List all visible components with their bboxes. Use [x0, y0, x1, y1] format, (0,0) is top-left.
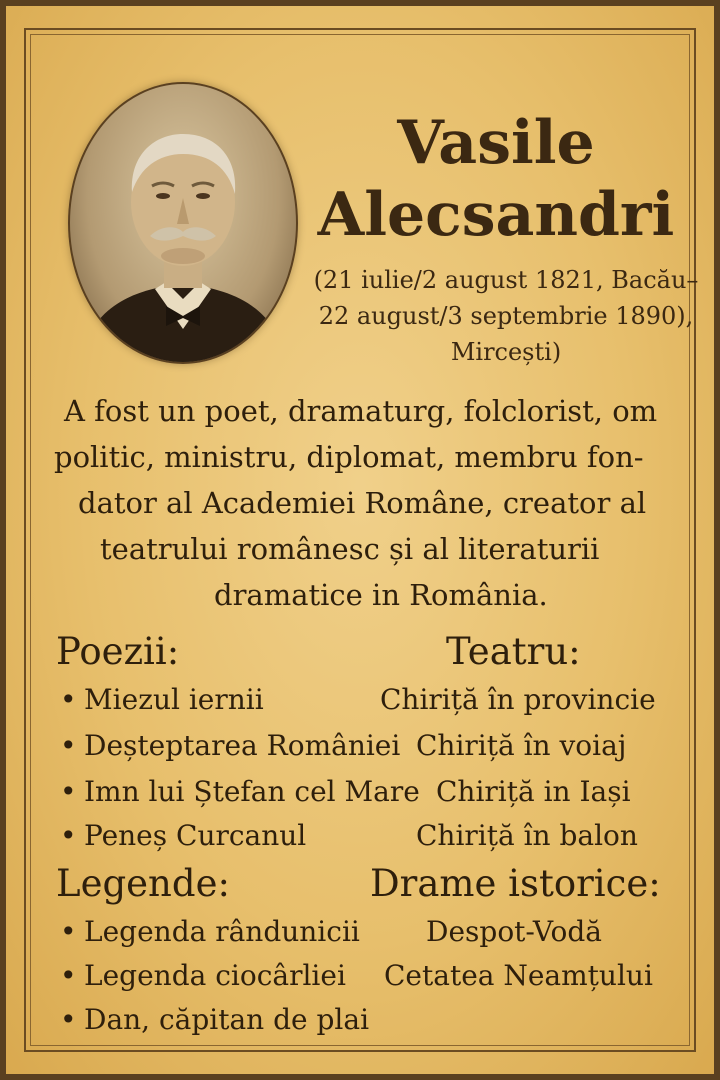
poezii-heading: Poezii:: [56, 630, 180, 673]
drame-item: Despot-Vodă: [426, 915, 602, 948]
portrait-image: [68, 82, 298, 364]
poezii-item: [60, 816, 306, 856]
dates-line: 22 august/3 septembrie 1890),: [318, 302, 694, 330]
teatru-item: Chiriță în balon: [416, 819, 638, 852]
legende-item: [60, 956, 346, 996]
biography-line: dator al Academiei Române, creator al: [78, 486, 647, 520]
dates-line: Mircești): [450, 338, 562, 366]
poet-last-name: Alecsandri: [317, 180, 675, 250]
poezii-item-label: Imn lui Ștefan cel Mare: [84, 775, 420, 808]
bullet: •: [60, 775, 77, 808]
poezii-item: [60, 680, 264, 720]
legende-item: [60, 912, 360, 952]
legende-item-label: Legenda rândunicii: [84, 915, 360, 948]
life-dates: [306, 262, 706, 370]
legende-item: [60, 1000, 369, 1040]
drame-item: Cetatea Neamțului: [384, 959, 653, 992]
teatru-item: Chiriță în provincie: [380, 683, 656, 716]
biography-line: A fost un poet, dramaturg, folclorist, om: [64, 394, 658, 428]
teatru-heading: Teatru:: [446, 630, 581, 673]
poezii-item-label: Deșteptarea României: [84, 729, 401, 762]
poezii-item: [60, 726, 400, 766]
teatru-item: Chiriță in Iași: [436, 775, 631, 808]
poezii-item: [60, 772, 420, 812]
biography-line: dramatice in România.: [214, 578, 548, 612]
poezii-item-label: Peneș Curcanul: [84, 819, 307, 852]
biography-line: teatrului românesc și al literaturii: [100, 532, 600, 566]
biography-line: politic, ministru, diplomat, membru fon-: [54, 440, 644, 474]
bullet: •: [60, 1003, 77, 1036]
poet-first-name: Vasile: [397, 108, 595, 178]
bullet: •: [60, 915, 77, 948]
legende-heading: Legende:: [56, 862, 230, 905]
bullet: •: [60, 959, 77, 992]
bullet: •: [60, 819, 77, 852]
dates-line: (21 iulie/2 august 1821, Bacău–: [313, 266, 699, 294]
legende-item-label: Legenda ciocârliei: [84, 959, 346, 992]
bullet: •: [60, 683, 77, 716]
poezii-item-label: Miezul iernii: [84, 683, 264, 716]
biography: [46, 388, 696, 618]
teatru-item: Chiriță în voiaj: [416, 729, 627, 762]
legende-item-label: Dan, căpitan de plai: [84, 1003, 370, 1036]
portrait-illustration: [70, 84, 296, 362]
drame-heading: Drame istorice:: [370, 862, 661, 905]
bullet: •: [60, 729, 77, 762]
